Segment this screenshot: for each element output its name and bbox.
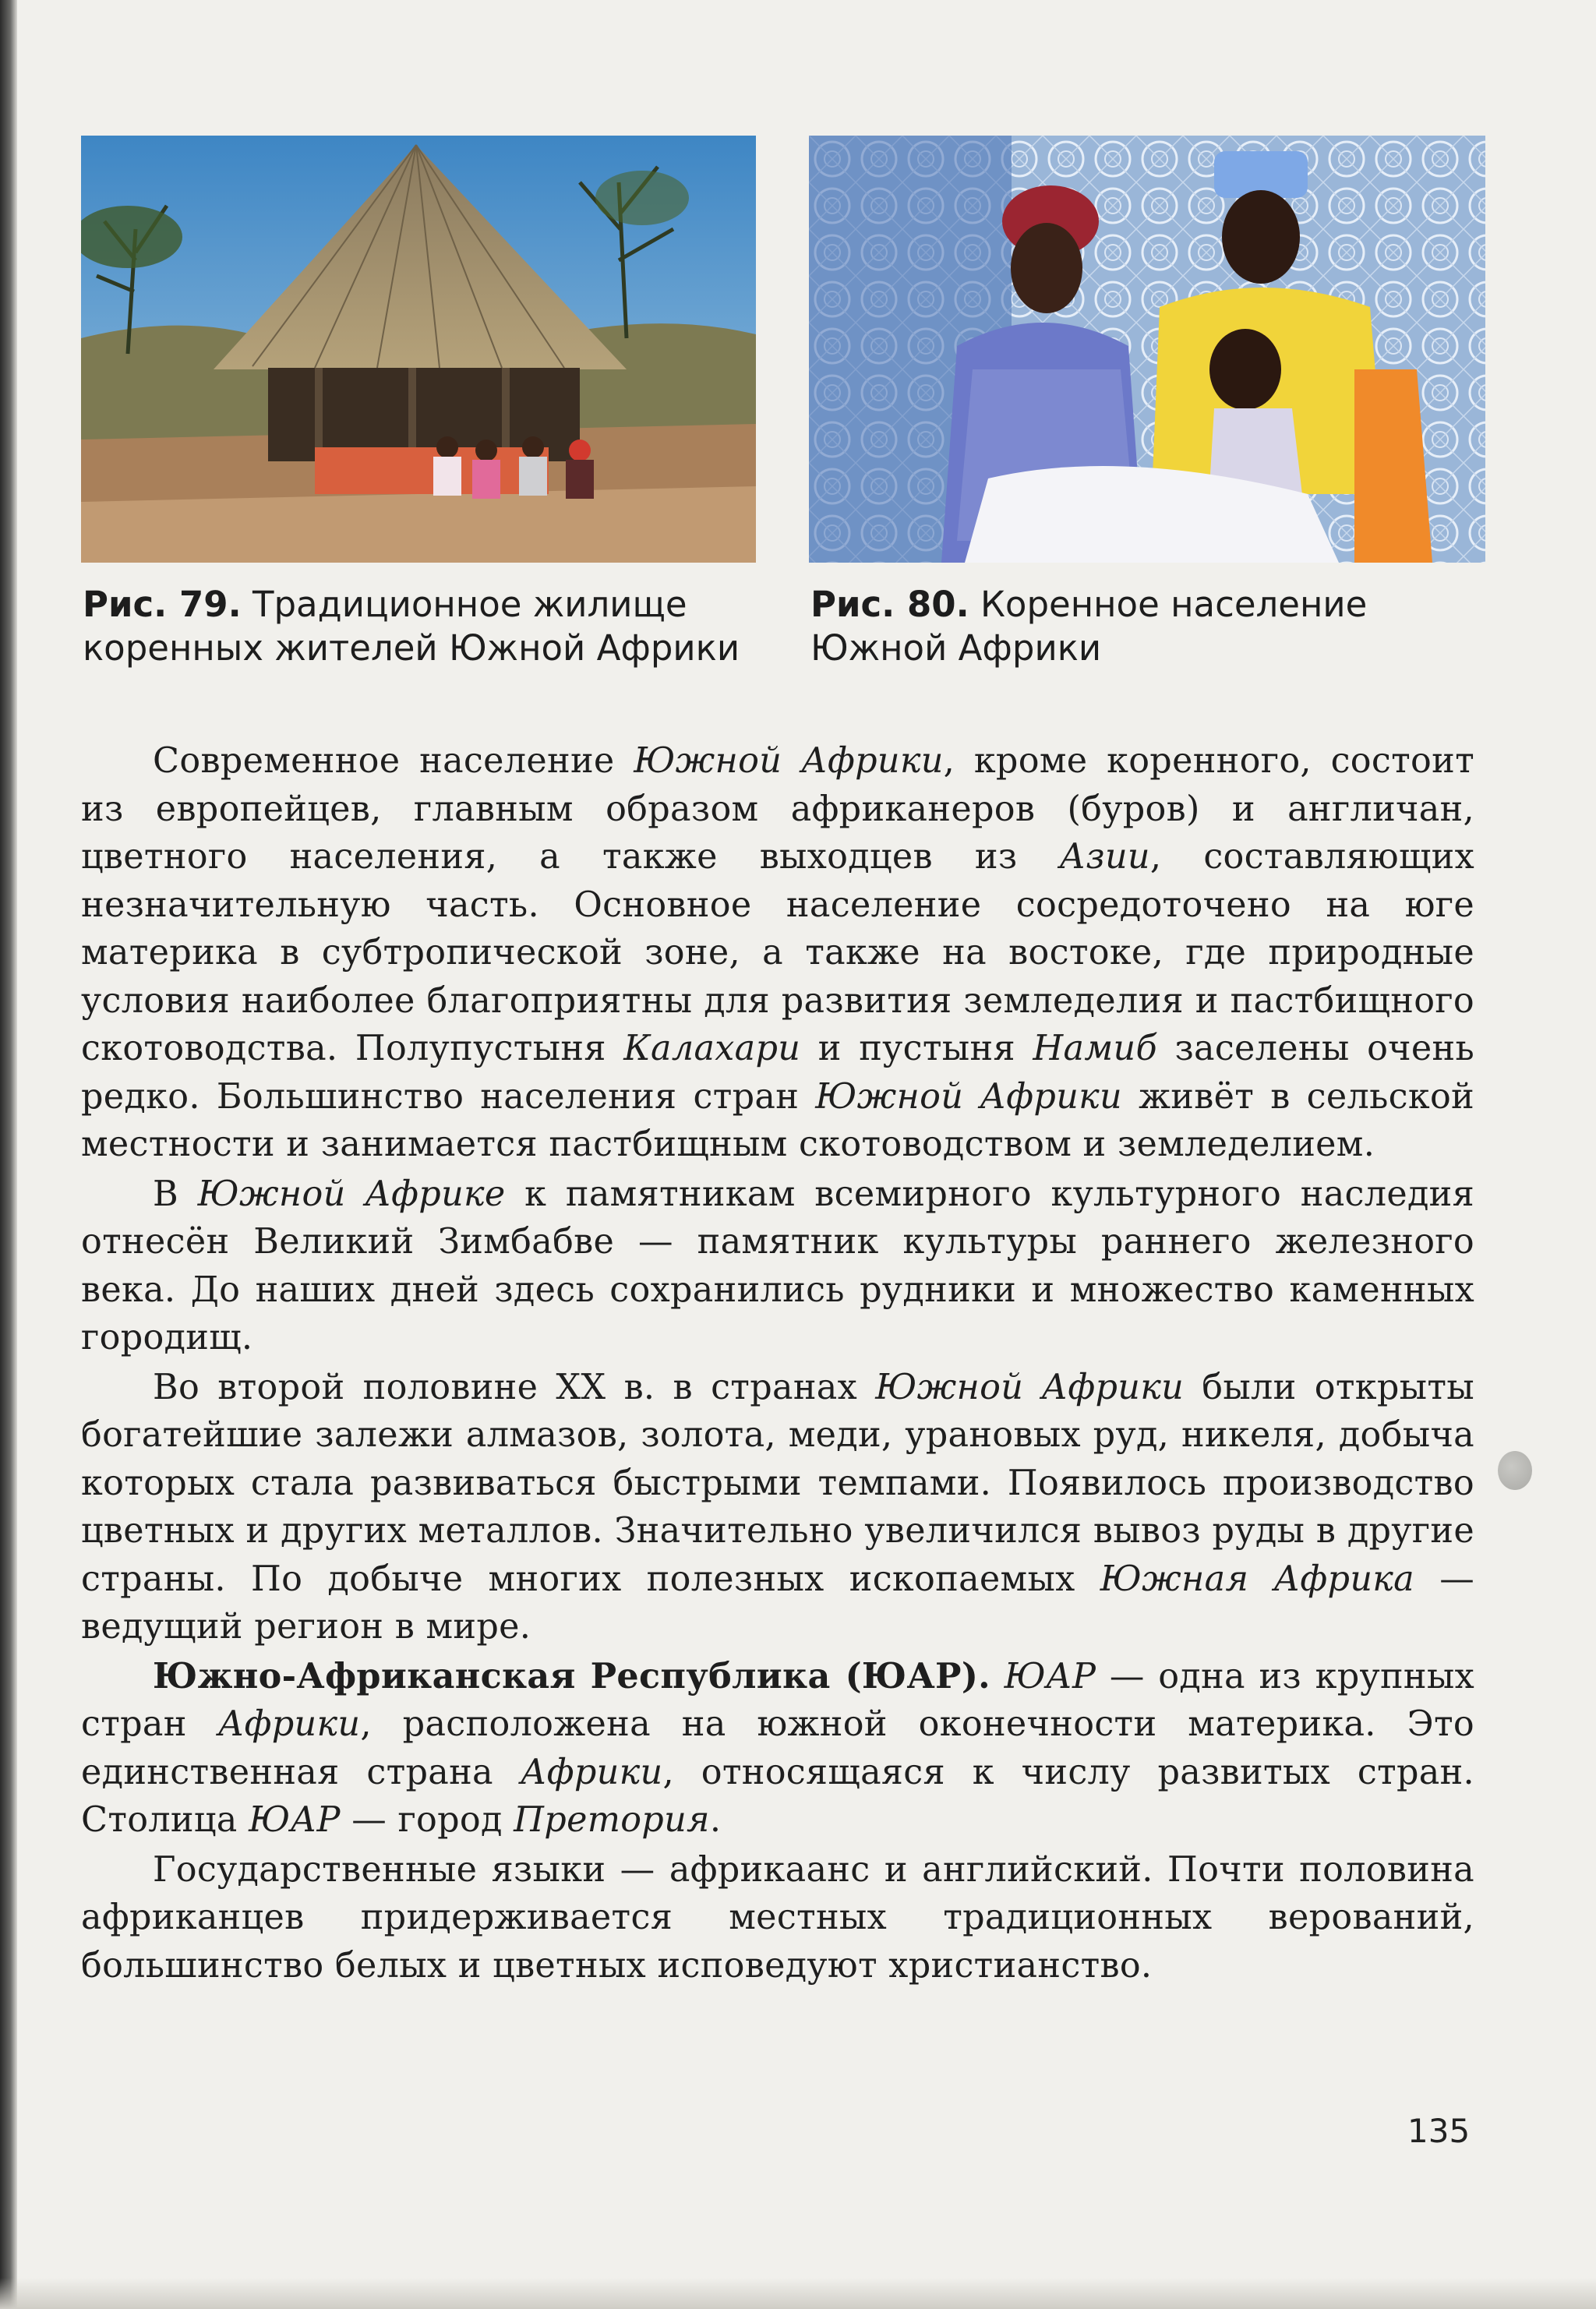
text-run: — одна из крупных стран (81, 1656, 1474, 1744)
term-south-africa: Южной Африке (197, 1174, 506, 1214)
figure-79-caption (83, 583, 740, 670)
section-heading-rsa: Южно-Африканская Республика (ЮАР). (153, 1655, 990, 1696)
text-run (990, 1657, 1005, 1696)
paragraph-heritage (81, 1170, 1474, 1362)
text-run: заселены очень редко. Большинство населения стран (81, 1029, 1475, 1117)
term-south-africa: Южной Африки (815, 1076, 1122, 1117)
term-asia: Азии (1059, 837, 1150, 877)
paragraph-rsa (81, 1653, 1474, 1845)
page-number: 135 (1407, 2112, 1471, 2150)
text-run: живёт в сельской местности и занимается пастбищным скотоводством и земледелием. (81, 1076, 1474, 1164)
figure-80-number: Рис. 80. (810, 584, 969, 625)
text-run: — город (340, 1800, 514, 1840)
text-run: были открыты богатейшие залежи алмазов, золота, меди, урановых руд, никеля, добыча которых стала развиваться быстрыми темпами. Появилось производство цветных и других металлов. Значительно увеличился вывоз руды в другие страны. По добыче многих полезных ископаемых (81, 1367, 1474, 1599)
text-run: к памятникам всемирного культурного наследия отнесён Великий Зимбабве — памятник культуры раннего железного века. До наших дней здесь сохранились рудники и множество каменных городищ. (81, 1174, 1474, 1358)
term-pretoria: Претория (514, 1800, 710, 1840)
paragraph-minerals (81, 1364, 1474, 1651)
paragraph-languages (81, 1846, 1474, 1990)
figure-80-indigenous-people-photo (809, 136, 1485, 563)
figure-79-caption-line1: Традиционное жилище (252, 584, 687, 625)
term-africa: Африки (520, 1752, 663, 1792)
term-south-africa: Южная Африка (1100, 1559, 1415, 1599)
text-run: , расположена на южной оконечности материка. Это единственная страна (81, 1704, 1474, 1792)
text-run: , кроме коренного, состоит из европейцев, главным образом африканеров (буров) и англичан, цветного населения, а также выходцев из (81, 741, 1475, 877)
body-text (81, 737, 1474, 1989)
term-namib: Намиб (1033, 1029, 1157, 1068)
term-rsa: ЮАР (1004, 1656, 1096, 1696)
figure-80-caption (810, 583, 1367, 670)
term-rsa: ЮАР (249, 1800, 341, 1840)
text-run: Во второй половине XX в. в странах (153, 1367, 876, 1407)
text-run: — ведущий регион в мире. (81, 1559, 1474, 1647)
term-kalahari: Калахари (623, 1029, 801, 1068)
text-run: В (153, 1174, 198, 1214)
text-run: , относящаяся к числу развитых стран. Столица (81, 1752, 1474, 1840)
figure-79-number: Рис. 79. (83, 584, 242, 625)
text-run: Современное население (153, 741, 634, 781)
book-spine-shadow (0, 0, 17, 2309)
figure-80-caption-line1: Коренное население (980, 584, 1368, 625)
figure-79-caption-line2: коренных жителей Южной Африки (83, 627, 740, 669)
punch-hole-mark (1498, 1451, 1532, 1490)
paragraph-population (81, 737, 1474, 1169)
text-run: и пустыня (800, 1029, 1033, 1068)
term-africa: Африки (217, 1704, 361, 1744)
text-run: . (709, 1800, 722, 1840)
text-run: Государственные языки — африкаанс и английский. Почти половина африканцев придерживается местных традиционных верований, большинство белых и цветных исповедуют христианство. (81, 1849, 1474, 1986)
figure-79-traditional-hut-photo (81, 136, 756, 563)
term-south-africa: Южной Африки (875, 1367, 1185, 1407)
figure-80-caption-line2: Южной Африки (810, 627, 1102, 669)
text-run: , составляющих незначительную часть. Основное население сосредоточено на юге материка в субтропической зоне, а также на востоке, где природные условия наиболее благоприятны для развития земледелия и пастбищного скотоводства. Полупустыня (81, 837, 1474, 1068)
page-bottom-shadow (0, 2278, 1596, 2309)
term-south-africa: Южной Африки (634, 741, 944, 781)
